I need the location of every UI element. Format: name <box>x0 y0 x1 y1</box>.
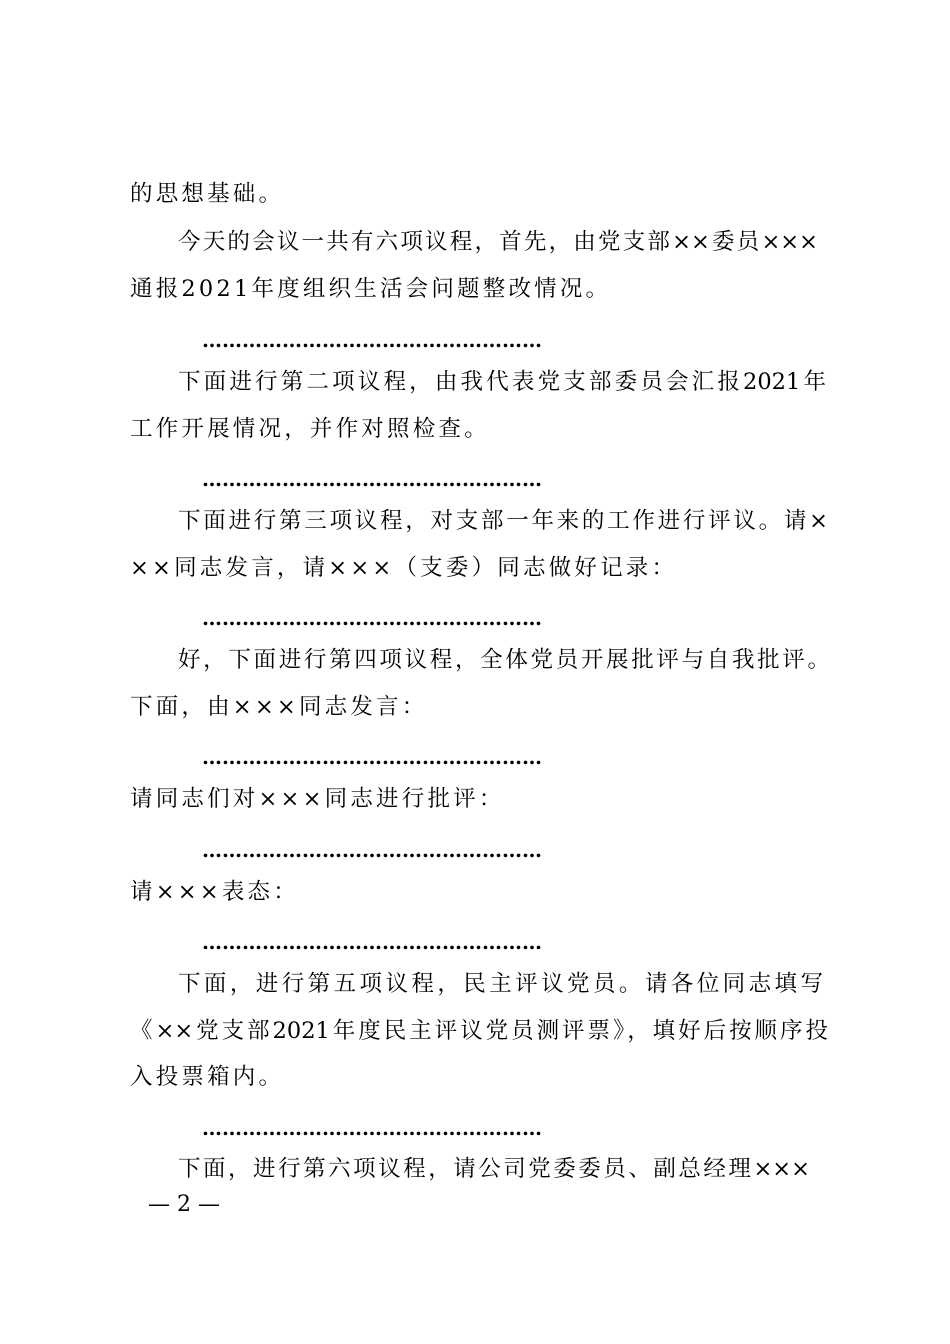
ellipsis-divider: …………………………………………… <box>202 330 542 350</box>
paragraph-line: 请×××表态： <box>130 879 299 905</box>
ellipsis-divider: …………………………………………… <box>202 608 542 628</box>
paragraph-line: 下面，进行第五项议程，民主评议党员。请各位同志填写 <box>178 971 823 997</box>
ellipsis-divider: …………………………………………… <box>202 747 542 767</box>
paragraph-line: 通报2021年度组织生活会问题整改情况。 <box>130 276 612 302</box>
paragraph-line: 《××党支部2021年度民主评议党员测评票》，填好后按顺序投 <box>130 1018 828 1044</box>
paragraph-line: 下面，由×××同志发言： <box>130 694 428 720</box>
paragraph-line: 下面进行第二项议程，由我代表党支部委员会汇报2021年 <box>178 369 826 395</box>
page-number: — 2 — <box>148 1192 220 1217</box>
ellipsis-divider: …………………………………………… <box>202 469 542 489</box>
paragraph-line: 的思想基础。 <box>130 181 285 207</box>
paragraph-line: 今天的会议一共有六项议程，首先，由党支部××委员××× <box>178 229 818 255</box>
paragraph-line: 下面，进行第六项议程，请公司党委委员、副总经理××× <box>178 1156 810 1182</box>
ellipsis-divider: …………………………………………… <box>202 1118 542 1138</box>
ellipsis-divider: …………………………………………… <box>202 932 542 952</box>
paragraph-line: 工作开展情况，并作对照检查。 <box>130 416 490 442</box>
paragraph-line: ××同志发言，请×××（支委）同志做好记录： <box>130 555 678 581</box>
ellipsis-divider: …………………………………………… <box>202 840 542 860</box>
paragraph-line: 好，下面进行第四项议程，全体党员开展批评与自我批评。 <box>178 647 830 673</box>
paragraph-line: 入投票箱内。 <box>130 1064 285 1090</box>
paragraph-line: 请同志们对×××同志进行批评： <box>130 786 505 812</box>
paragraph-line: 下面进行第三项议程，对支部一年来的工作进行评议。请× <box>178 508 828 534</box>
